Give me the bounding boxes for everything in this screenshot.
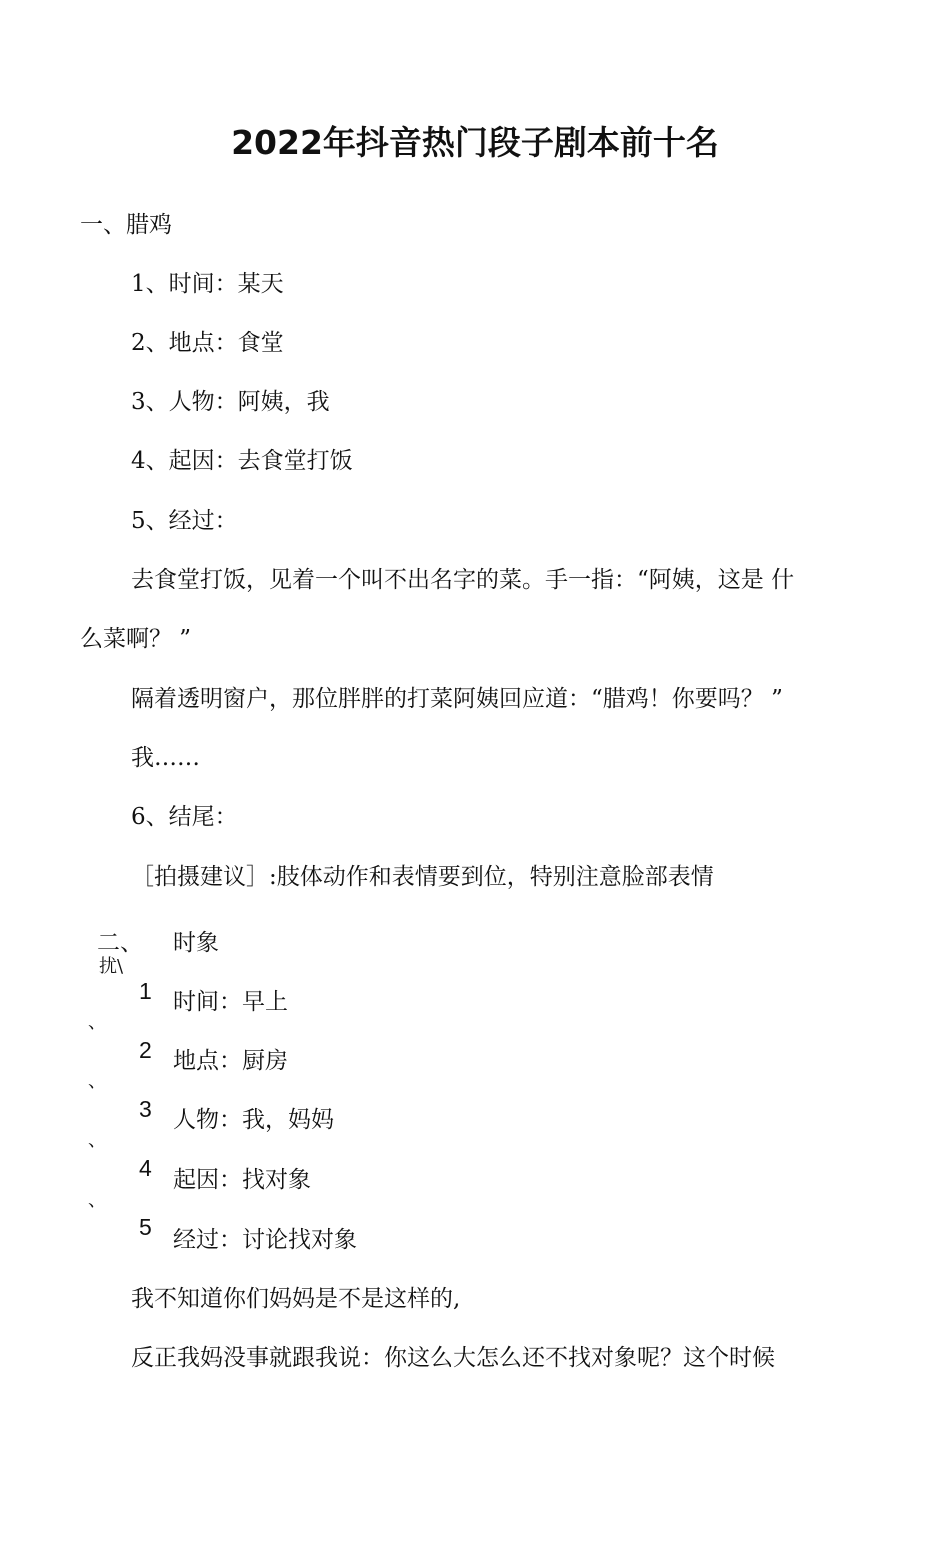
section-2-heading: 时象	[173, 930, 219, 956]
section-1-paragraph-2: 隔着透明窗户，那位胖胖的打菜阿姨回应道：“腊鸡！你要吗？ ”	[131, 686, 783, 712]
section-1-item-process: 5、经过：	[131, 508, 238, 534]
section-2-marker: 二、	[97, 930, 143, 956]
section-1-paragraph-1-line-1: 去食堂打饭，见着一个叫不出名字的菜。手一指：“阿姨，这是 什	[131, 567, 795, 593]
section-2-item-separator: 、	[88, 1071, 106, 1092]
section-2-paragraph-1: 我不知道你们妈妈是不是这样的,	[131, 1286, 461, 1312]
section-1-item-people: 3、人物：阿姨，我	[131, 389, 330, 415]
section-2-marker-fragment: 扰\	[99, 956, 124, 977]
section-2-item-place: 地点：厨房	[173, 1048, 288, 1074]
section-2-item-number: 5	[139, 1214, 152, 1240]
section-2-item-process: 经过：讨论找对象	[173, 1227, 357, 1253]
section-2-item-time: 时间：早上	[173, 989, 288, 1015]
section-2-item-number: 1	[139, 978, 152, 1004]
section-1-paragraph-1-line-2: 么菜啊？ ”	[80, 626, 192, 652]
section-1-item-place: 2、地点：食堂	[131, 330, 284, 356]
section-1-item-cause: 4、起因：去食堂打饭	[131, 448, 353, 474]
section-1-paragraph-3: 我……	[131, 745, 200, 771]
section-2-item-number: 4	[139, 1155, 152, 1181]
section-1-item-ending: 6、结尾：	[131, 804, 238, 830]
section-2-paragraph-2: 反正我妈没事就跟我说：你这么大怎么还不找对象呢？这个时候	[131, 1345, 775, 1371]
section-2-item-number: 3	[139, 1096, 152, 1122]
section-2-item-separator: 、	[88, 1012, 106, 1033]
page-title: 2022年抖音热门段子剧本前十名	[231, 123, 719, 162]
section-2-item-number: 2	[139, 1037, 152, 1063]
section-2-item-separator: 、	[88, 1130, 106, 1151]
section-1-item-time: 1、时间：某天	[131, 271, 284, 297]
section-2-item-people: 人物：我，妈妈	[173, 1107, 334, 1133]
section-1-heading: 一、腊鸡	[80, 212, 172, 238]
section-2-item-cause: 起因：找对象	[173, 1167, 311, 1193]
section-1-shooting-tip: ［拍摄建议］:肢体动作和表情要到位，特别注意脸部表情	[131, 864, 714, 890]
section-2-item-separator: 、	[88, 1190, 106, 1211]
